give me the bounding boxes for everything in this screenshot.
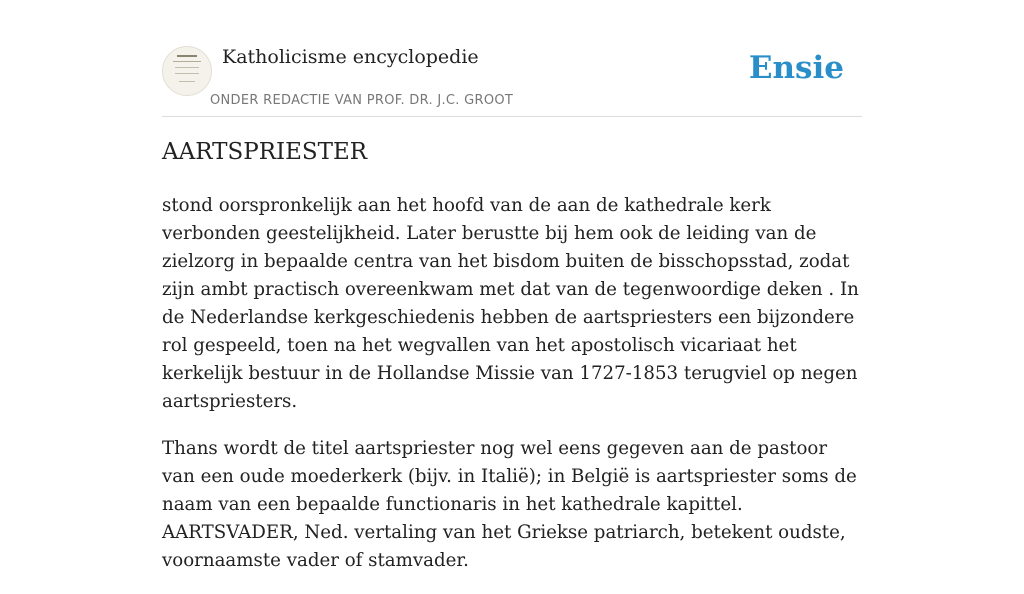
editor-line: ONDER REDACTIE VAN PROF. DR. J.C. GROOT [210,93,514,108]
entry-title: AARTSPRIESTER [162,139,368,165]
book-cover-icon[interactable] [162,46,212,96]
brand-logo[interactable]: Ensie [748,50,844,86]
paragraph: Thans wordt de titel aartspriester nog wel eens gegeven aan de pastoor van een oude moederkerk (bijv. in Italië); in België is aartspriester soms de naam van een bepaalde functionaris in het kathedrale kapittel. AARTSVADER, Ned. vertaling van het Griekse patriarch, betekent oudste, voornaamste vader of stamvader. [162,438,857,571]
entry-body [162,192,862,594]
paragraph: stond oorspronkelijk aan het hoofd van de aan de kathedrale kerk verbonden geestelijkheid. Later berustte bij hem ook de leiding van de zielzorg in bepaalde centra van het bisdom buiten de bisschopsstad, zodat zijn ambt practisch overeenkwam met dat van de tegenwoordige deken . In de Nederlandse kerkgeschiedenis hebben de aartspriesters een bijzondere rol gespeeld, toen na het wegvallen van het apostolisch vicariaat het kerkelijk bestuur in de Hollandse Missie van 1727-1853 terugviel op negen aartspriesters. [162,195,859,412]
book-title[interactable]: Katholicisme encyclopedie [222,46,479,68]
site-header [162,40,862,117]
